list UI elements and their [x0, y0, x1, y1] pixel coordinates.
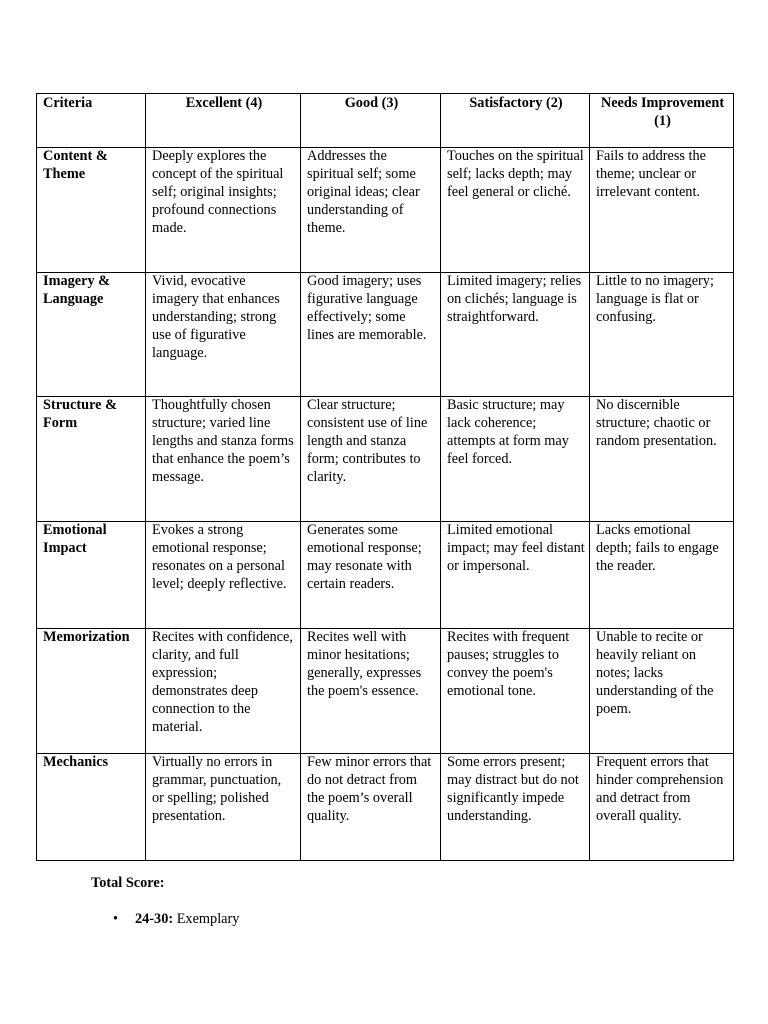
needs-improvement-cell: Lacks emotional depth; fails to engage the reader.: [590, 522, 734, 629]
header-good: Good (3): [301, 94, 441, 148]
excellent-cell: Thoughtfully chosen structure; varied line lengths and stanza forms that enhance the poem’s message.: [146, 397, 301, 522]
satisfactory-cell: Touches on the spiritual self; lacks depth; may feel general or cliché.: [441, 148, 590, 273]
criteria-cell: Structure & Form: [37, 397, 146, 522]
header-satisfactory: Satisfactory (2): [441, 94, 590, 148]
good-cell: Recites well with minor hesitations; generally, expresses the poem's essence.: [301, 629, 441, 754]
rubric-header-row: [37, 94, 734, 148]
needs-improvement-cell: Frequent errors that hinder comprehension and detract from overall quality.: [590, 754, 734, 861]
needs-improvement-cell: Fails to address the theme; unclear or irrelevant content.: [590, 148, 734, 273]
good-cell: Clear structure; consistent use of line length and stanza form; contributes to clarity.: [301, 397, 441, 522]
table-row: [37, 148, 734, 273]
excellent-cell: Recites with confidence, clarity, and full expression; demonstrates deep connection to the material.: [146, 629, 301, 754]
header-needs-improvement: Needs Improvement (1): [590, 94, 734, 148]
good-cell: Good imagery; uses figurative language effectively; some lines are memorable.: [301, 273, 441, 397]
excellent-cell: Vivid, evocative imagery that enhances understanding; strong use of figurative language.: [146, 273, 301, 397]
score-description: Exemplary: [176, 911, 240, 927]
satisfactory-cell: Some errors present; may distract but do not significantly impede understanding.: [441, 754, 590, 861]
table-row: [37, 397, 734, 522]
criteria-cell: Memorization: [37, 629, 146, 754]
excellent-cell: Evokes a strong emotional response; resonates on a personal level; deeply reflective.: [146, 522, 301, 629]
table-row: [37, 522, 734, 629]
needs-improvement-cell: Little to no imagery; language is flat or confusing.: [590, 273, 734, 397]
criteria-cell: Emotional Impact: [37, 522, 146, 629]
score-range: 24-30:: [135, 911, 177, 927]
criteria-cell: Imagery & Language: [37, 273, 146, 397]
excellent-cell: Virtually no errors in grammar, punctuation, or spelling; polished presentation.: [146, 754, 301, 861]
needs-improvement-cell: Unable to recite or heavily reliant on notes; lacks understanding of the poem.: [590, 629, 734, 754]
needs-improvement-cell: No discernible structure; chaotic or random presentation.: [590, 397, 734, 522]
header-excellent: Excellent (4): [146, 94, 301, 148]
good-cell: Generates some emotional response; may resonate with certain readers.: [301, 522, 441, 629]
satisfactory-cell: Limited emotional impact; may feel distant or impersonal.: [441, 522, 590, 629]
total-score-heading: Total Score:: [91, 875, 165, 891]
satisfactory-cell: Limited imagery; relies on clichés; language is straightforward.: [441, 273, 590, 397]
satisfactory-cell: Basic structure; may lack coherence; attempts at form may feel forced.: [441, 397, 590, 522]
list-item: [0, 911, 239, 929]
good-cell: Few minor errors that do not detract from the poem’s overall quality.: [301, 754, 441, 861]
table-row: [37, 273, 734, 397]
criteria-cell: Content & Theme: [37, 148, 146, 273]
satisfactory-cell: Recites with frequent pauses; struggles to convey the poem's emotional tone.: [441, 629, 590, 754]
bullet-icon: •: [113, 911, 119, 927]
excellent-cell: Deeply explores the concept of the spiritual self; original insights; profound connections made.: [146, 148, 301, 273]
rubric-table: [36, 93, 734, 861]
table-row: [37, 754, 734, 861]
table-row: [37, 629, 734, 754]
good-cell: Addresses the spiritual self; some original ideas; clear understanding of theme.: [301, 148, 441, 273]
criteria-cell: Mechanics: [37, 754, 146, 861]
header-criteria: Criteria: [37, 94, 146, 148]
score-list: [0, 911, 239, 929]
